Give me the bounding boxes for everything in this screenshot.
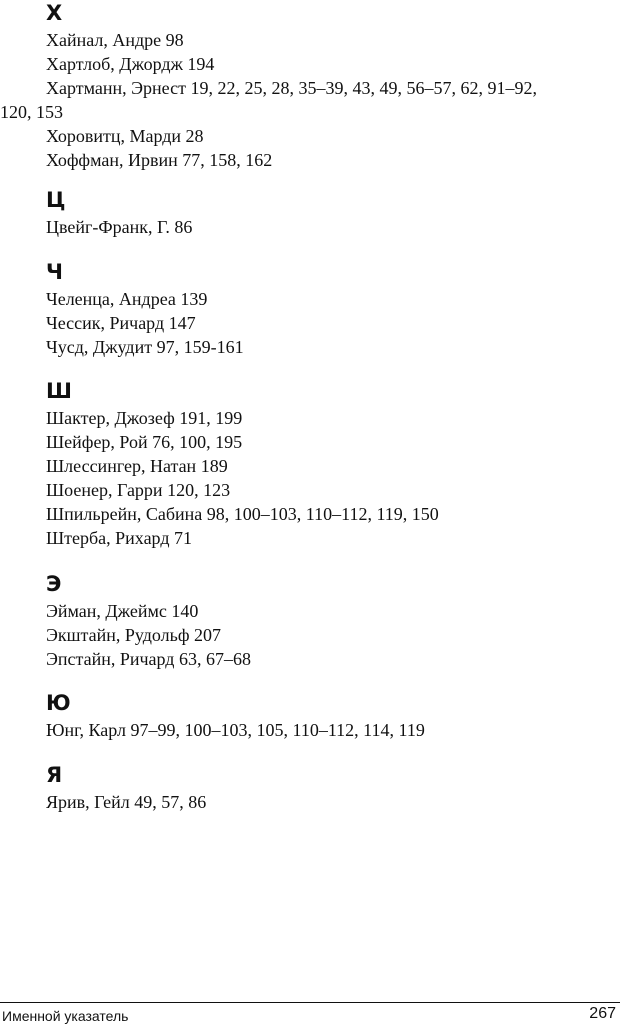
entry-list: [46, 287, 616, 359]
index-entry: Хоффман, Ирвин 77, 158, 162: [46, 150, 273, 170]
index-section-ch: [46, 259, 616, 359]
index-entry: Шактер, Джозеф 191, 199: [46, 408, 243, 428]
index-section-e: [46, 571, 616, 671]
index-entry: Хоровитц, Марди 28: [46, 126, 204, 146]
section-letter: Ч: [46, 260, 63, 284]
index-section-yu: [46, 690, 616, 742]
section-letter: Х: [46, 1, 63, 25]
index-entry: [0, 76, 616, 124]
index-entry: Шоенер, Гарри 120, 123: [46, 480, 231, 500]
index-entry: Шпильрейн, Сабина 98, 100–103, 110–112, 119, 150: [46, 504, 439, 524]
entry-list: [46, 215, 616, 239]
footer-title: Именной указатель: [2, 1008, 129, 1024]
index-entry: Чусд, Джудит 97, 159-161: [46, 337, 244, 357]
index-section-sh: [46, 378, 616, 550]
entry-list: [46, 406, 616, 550]
index-entry: Экштайн, Рудольф 207: [46, 625, 221, 645]
section-letter: Я: [46, 763, 63, 787]
index-entry: Шлессингер, Натан 189: [46, 456, 228, 476]
index-entry: Чессик, Ричард 147: [46, 313, 196, 333]
entry-list: [46, 790, 616, 814]
index-entry: Штерба, Рихард 71: [46, 528, 192, 548]
index-entry: Челенца, Андреа 139: [46, 289, 208, 309]
entry-list: [0, 28, 616, 172]
index-section-ts: [46, 187, 616, 239]
index-entry: Цвейг-Франк, Г. 86: [46, 217, 193, 237]
entry-list: [46, 599, 616, 671]
section-letter: Ю: [46, 691, 71, 715]
index-entry: Эпстайн, Ричард 63, 67–68: [46, 649, 251, 669]
index-entry-continuation: 120, 153: [0, 102, 63, 122]
section-letter: Э: [46, 572, 62, 596]
section-letter: Ш: [46, 379, 72, 403]
index-entry: Хайнал, Андре 98: [46, 30, 184, 50]
index-entry-text: Хартманн, Эрнест 19, 22, 25, 28, 35–39, 43, 49, 56–57, 62, 91–92,: [46, 78, 537, 98]
index-entry: Хартлоб, Джордж 194: [46, 54, 215, 74]
index-section-kh: [0, 0, 616, 172]
page-number: 267: [589, 1005, 616, 1022]
index-section-ya: [46, 762, 616, 814]
entry-list: [46, 718, 616, 742]
index-entry: Ярив, Гейл 49, 57, 86: [46, 792, 207, 812]
footer-divider: [0, 1002, 620, 1003]
section-letter: Ц: [46, 188, 66, 212]
index-entry: Эйман, Джеймс 140: [46, 601, 199, 621]
index-entry: Шейфер, Рой 76, 100, 195: [46, 432, 243, 452]
index-entry: Юнг, Карл 97–99, 100–103, 105, 110–112, 114, 119: [46, 720, 425, 740]
